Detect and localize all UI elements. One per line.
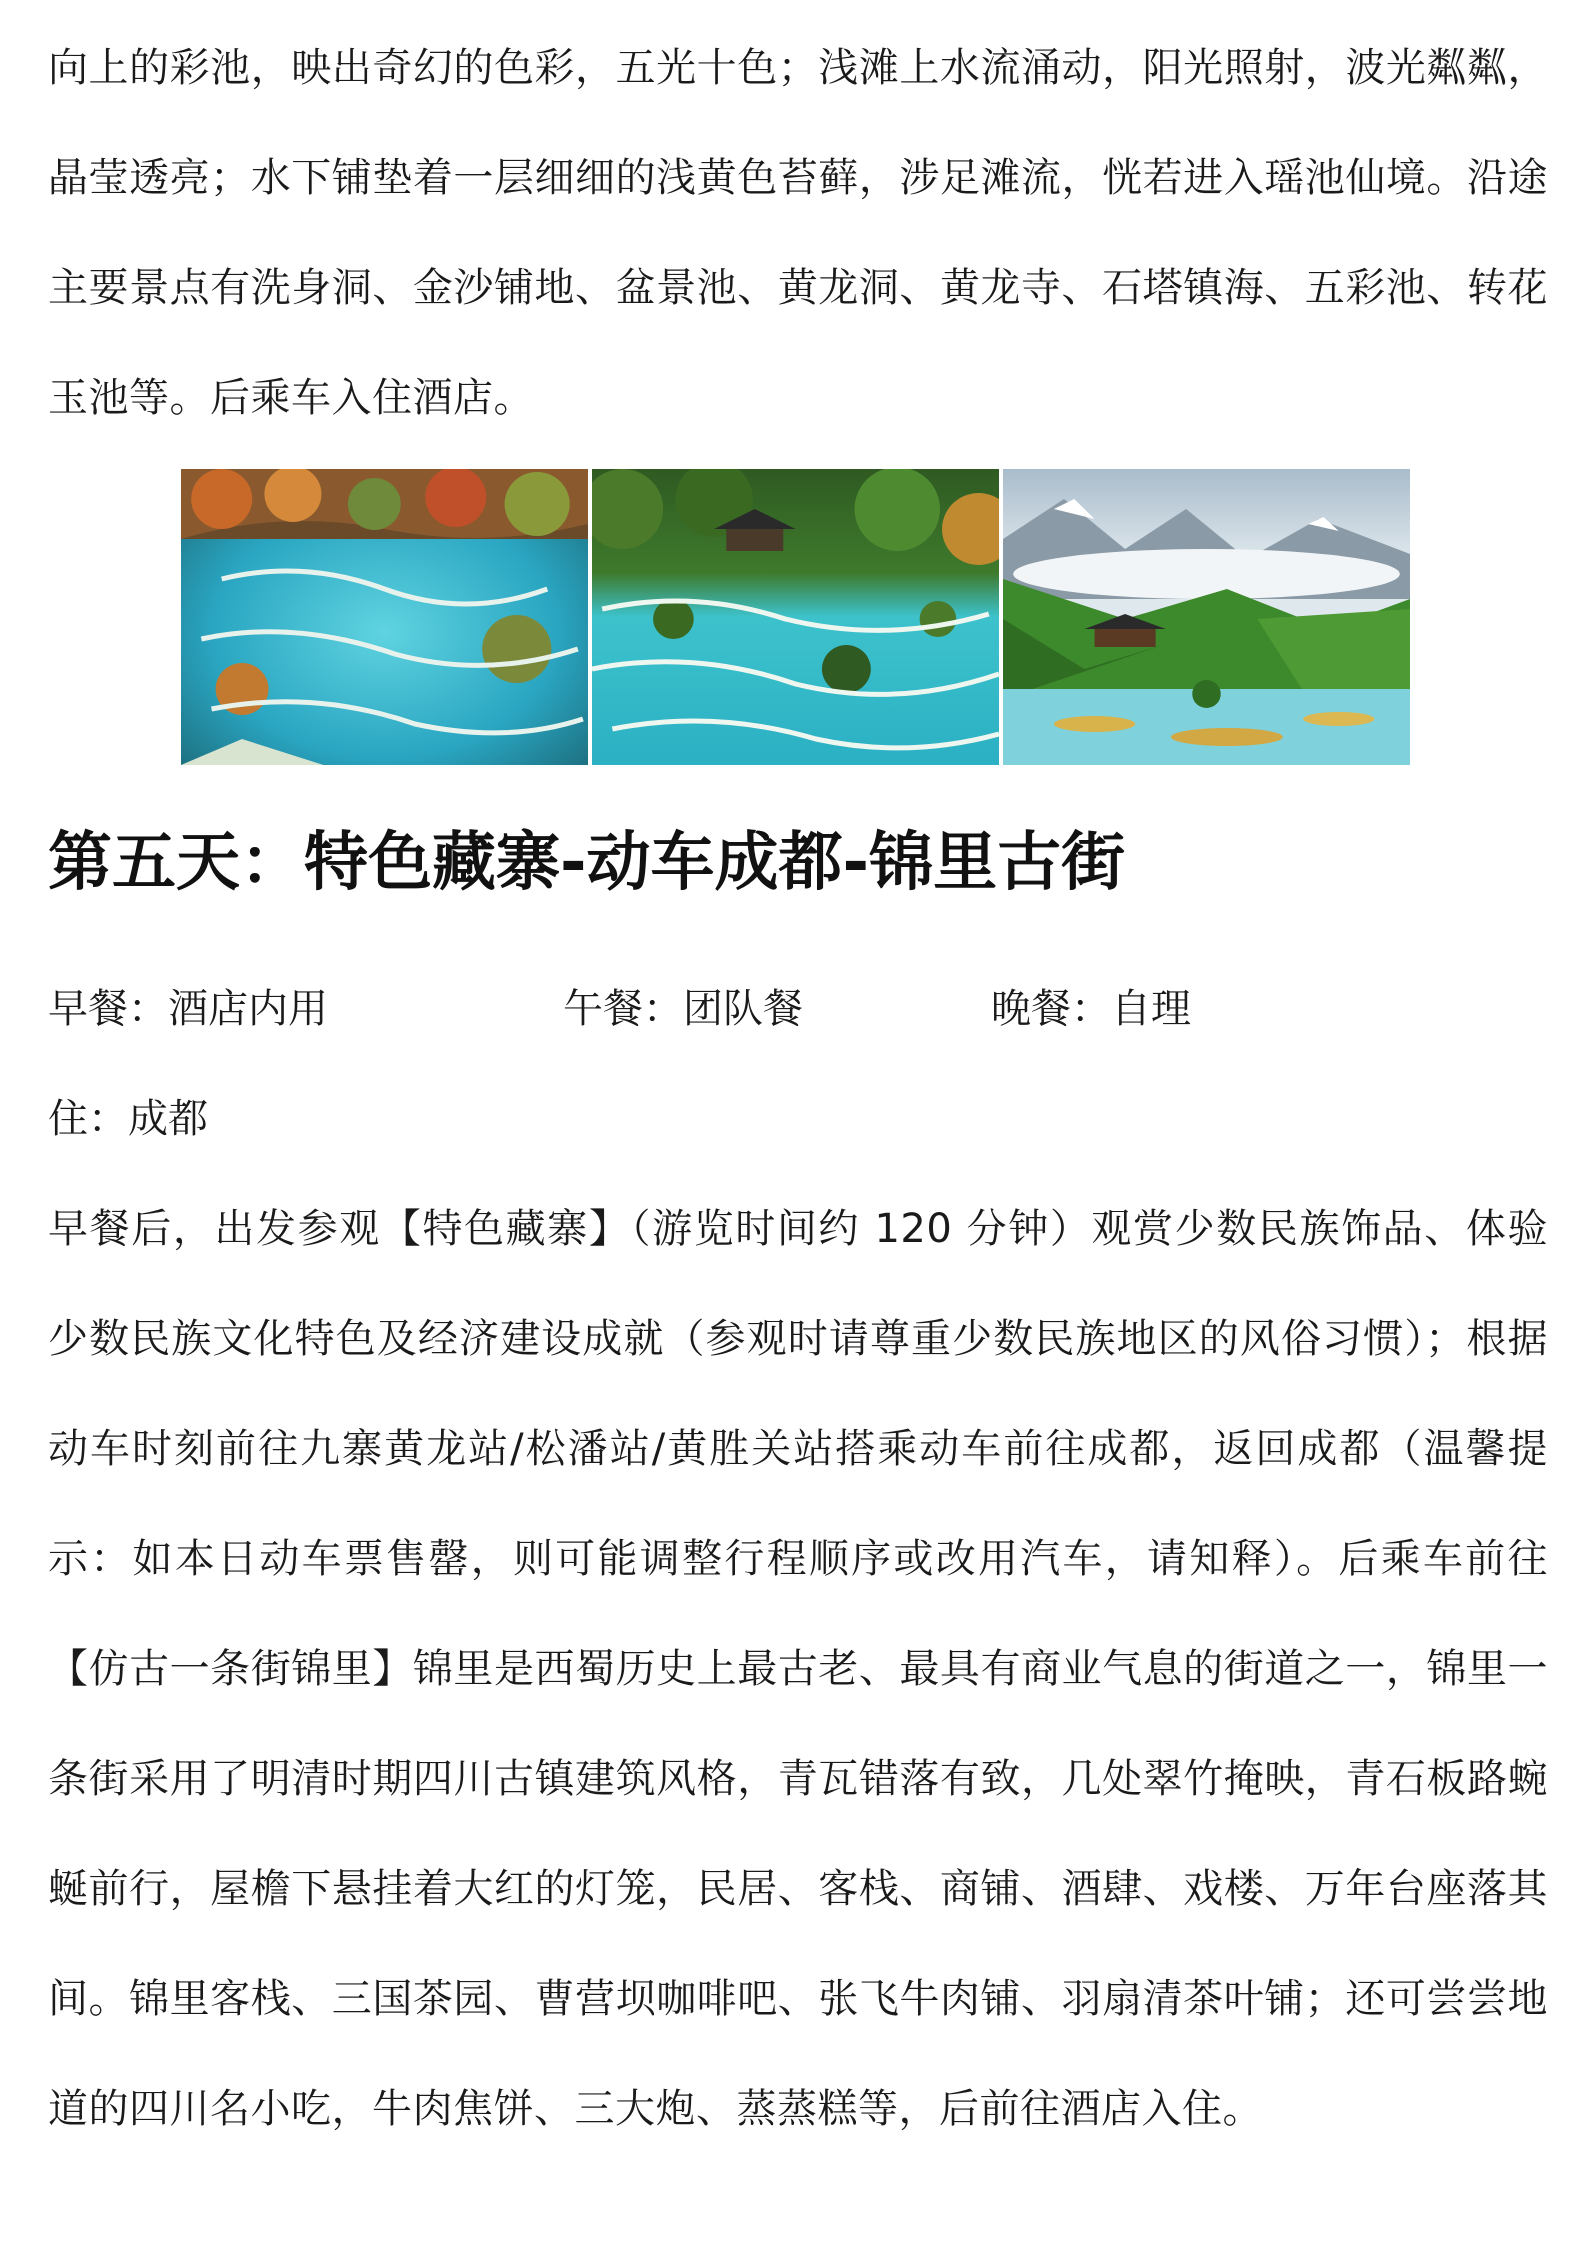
photo-strip bbox=[181, 469, 1410, 765]
day-five-title: 第五天：特色藏寨-动车成都-锦里古街 bbox=[48, 826, 1126, 900]
accommodation-info: 住：成都 bbox=[48, 1096, 208, 1142]
travertine-pools-photo bbox=[181, 469, 588, 765]
breakfast-info: 早餐：酒店内用 bbox=[48, 986, 328, 1032]
lunch-info: 午餐：团队餐 bbox=[563, 986, 803, 1032]
intro-paragraph: 向上的彩池，映出奇幻的色彩，五光十色；浅滩上水流涌动，阳光照射，波光粼粼，晶莹透亮；水下铺垫着一层细细的浅黄色苔藓，涉足滩流，恍若进入瑶池仙境。沿途主要景点有洗身洞、金沙铺地、盆景池、黄龙洞、黄龙寺、石塔镇海、五彩池、转花玉池等。后乘车入住酒店。 bbox=[48, 45, 1548, 421]
dinner-info: 晚餐：自理 bbox=[991, 986, 1191, 1032]
snow-mountain-pools-photo bbox=[1003, 469, 1410, 765]
itinerary-paragraph: 早餐后，出发参观【特色藏寨】（游览时间约 120 分钟）观赏少数民族饰品、体验少数民族文化特色及经济建设成就（参观时请尊重少数民族地区的风俗习惯）；根据动车时刻前往九寨黄龙站/松潘站/黄胜关站搭乘动车前往成都，返回成都（温馨提示：如本日动车票售罄，则可能调整行程顺序或改用汽车，请知释）。后乘车前往【仿古一条街锦里】锦里是西蜀历史上最古老、最具有商业气息的街道之一，锦里一条街采用了明清时期四川古镇建筑风格，青瓦错落有致，几处翠竹掩映，青石板路蜿蜒前行，屋檐下悬挂着大红的灯笼，民居、客栈、商铺、酒肆、戏楼、万年台座落其间。锦里客栈、三国茶园、曹营坝咖啡吧、张飞牛肉铺、羽扇清茶叶铺；还可尝尝地道的四川名小吃，牛肉焦饼、三大炮、蒸蒸糕等，后前往酒店入住。 bbox=[48, 1206, 1548, 2132]
temple-terraces-photo bbox=[592, 469, 999, 765]
meal-info-row bbox=[0, 954, 1587, 1064]
